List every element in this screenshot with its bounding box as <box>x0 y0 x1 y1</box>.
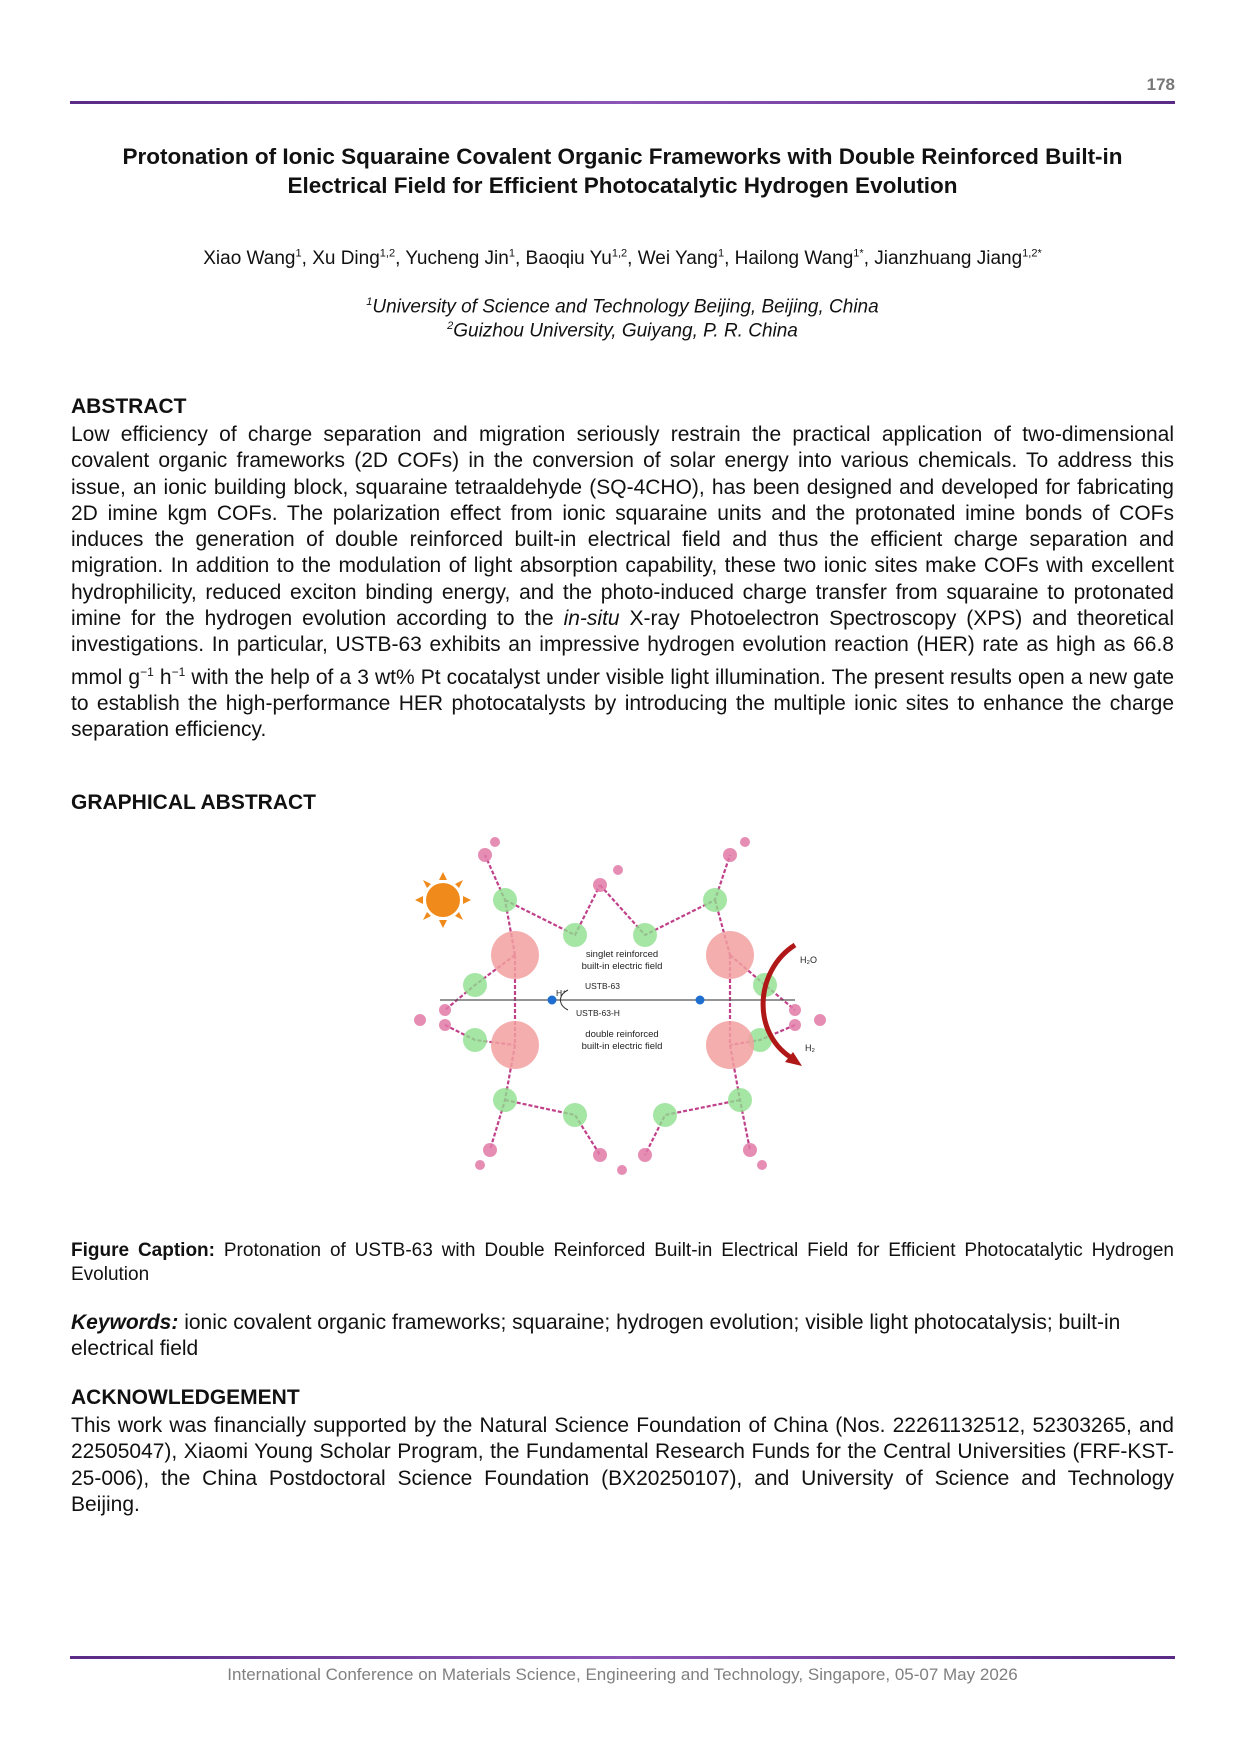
label-double-2: built-in electric field <box>581 1041 663 1052</box>
label-singlet-1: singlet reinforced <box>585 949 659 960</box>
author: Yucheng Jin$^1$, <box>405 248 526 270</box>
label-ustb63: USTB-63 <box>585 981 620 991</box>
footer-text: International Conference on Materials Science, Engineering and Technology, Singapore, 05-07 May 2026 <box>227 1665 1018 1684</box>
author-list <box>70 248 1175 270</box>
affiliation-2: $^2$Guizhou University, Guiyang, P. R. China <box>447 320 798 342</box>
page-number: 178 <box>1146 75 1175 94</box>
figure-caption: Figure Caption: Protonation of USTB-63 with Double Reinforced Built-in Electrical Field for Efficient Photocatalytic Hydrogen Evolution <box>71 1240 1174 1285</box>
header-rule <box>70 101 1175 104</box>
sun-icon <box>415 872 471 928</box>
acknowledgement-heading: ACKNOWLEDGEMENT <box>71 1386 300 1409</box>
author: Wei Yang$^1$, <box>637 248 735 270</box>
paper-title: Protonation of Ionic Squaraine Covalent Organic Frameworks with Double Reinforced Built-in Electrical Field for Efficient Photocatalytic Hydrogen Evolution <box>122 144 1123 198</box>
graphical-abstract-heading: GRAPHICAL ABSTRACT <box>71 791 316 814</box>
author: Baoqiu Yu$^{1,2}$, <box>525 248 638 270</box>
author: Xiao Wang$^1$, <box>203 248 313 270</box>
abstract-heading: ABSTRACT <box>71 395 187 418</box>
author: Xu Ding$^{1,2}$, <box>312 248 406 270</box>
label-singlet-2: built-in electric field <box>581 961 663 972</box>
label-hplus: H⁺ <box>556 988 567 998</box>
label-ustb63h: USTB-63-H <box>576 1008 620 1018</box>
author: Hailong Wang$^{1*}$, <box>734 248 875 270</box>
blue-dot <box>696 996 705 1005</box>
abstract-text: Low efficiency of charge separation and migration seriously restrain the practical application of two-dimensional covalent organic frameworks (2D COFs) in the conversion of solar energy into various chemicals. To address this issue, an ionic building block, squaraine tetraaldehyde (SQ-4CHO), has been designed and developed for fabricating 2D imine kgm COFs. The polarization effect from ionic squaraine units and the protonated imine bonds of COFs induces the generation of double reinforced built-in electrical field and thus the efficient charge separation and migration. In addition to the modulation of light absorption capability, these two ionic sites make COFs with excellent hydrophilicity, reduced exciton binding energy, and the photo-induced charge transfer from squaraine to protonated imine for the hydrogen evolution according to the in-situ X-ray Photoelectron Spectroscopy (XPS) and theoretical investigations. In particular, USTB-63 exhibits an impressive hydrogen evolution reaction (HER) rate as high as 66.8 mmol $g^{-1}$ $h^{-1}$ with the help of a 3 wt% Pt cocatalyst under visible light illumination. The present results open a new gate to establish the high-performance HER photocatalysts by introducing the multiple ionic sites to enhance the charge separation efficiency. <box>71 423 1175 742</box>
acknowledgement-text: This work was financially supported by the Natural Science Foundation of China (Nos. 22261132512, 52303265, and 22505047), Xiaomi Young Scholar Program, the Fundamental Research Funds for the Central Universities (FRF-KST-25-006), the China Postdoctoral Science Foundation (BX20250107), and University of Science and Technology Beijing. <box>71 1414 1174 1516</box>
label-h2: H₂ <box>805 1043 815 1053</box>
label-double-1: double reinforced <box>585 1029 659 1040</box>
graphical-abstract-figure <box>400 830 840 1220</box>
footer-rule <box>70 1656 1175 1659</box>
keywords: Keywords: ionic covalent organic frameworks; squaraine; hydrogen evolution; visible light photocatalysis; built-in electrical field <box>71 1311 1121 1360</box>
author: Jianzhuang Jiang$^{1,2*}$ <box>874 248 1042 270</box>
label-h2o: H₂O <box>800 955 817 965</box>
affiliation-1: $^1$University of Science and Technology Beijing, Beijing, China <box>366 296 879 318</box>
